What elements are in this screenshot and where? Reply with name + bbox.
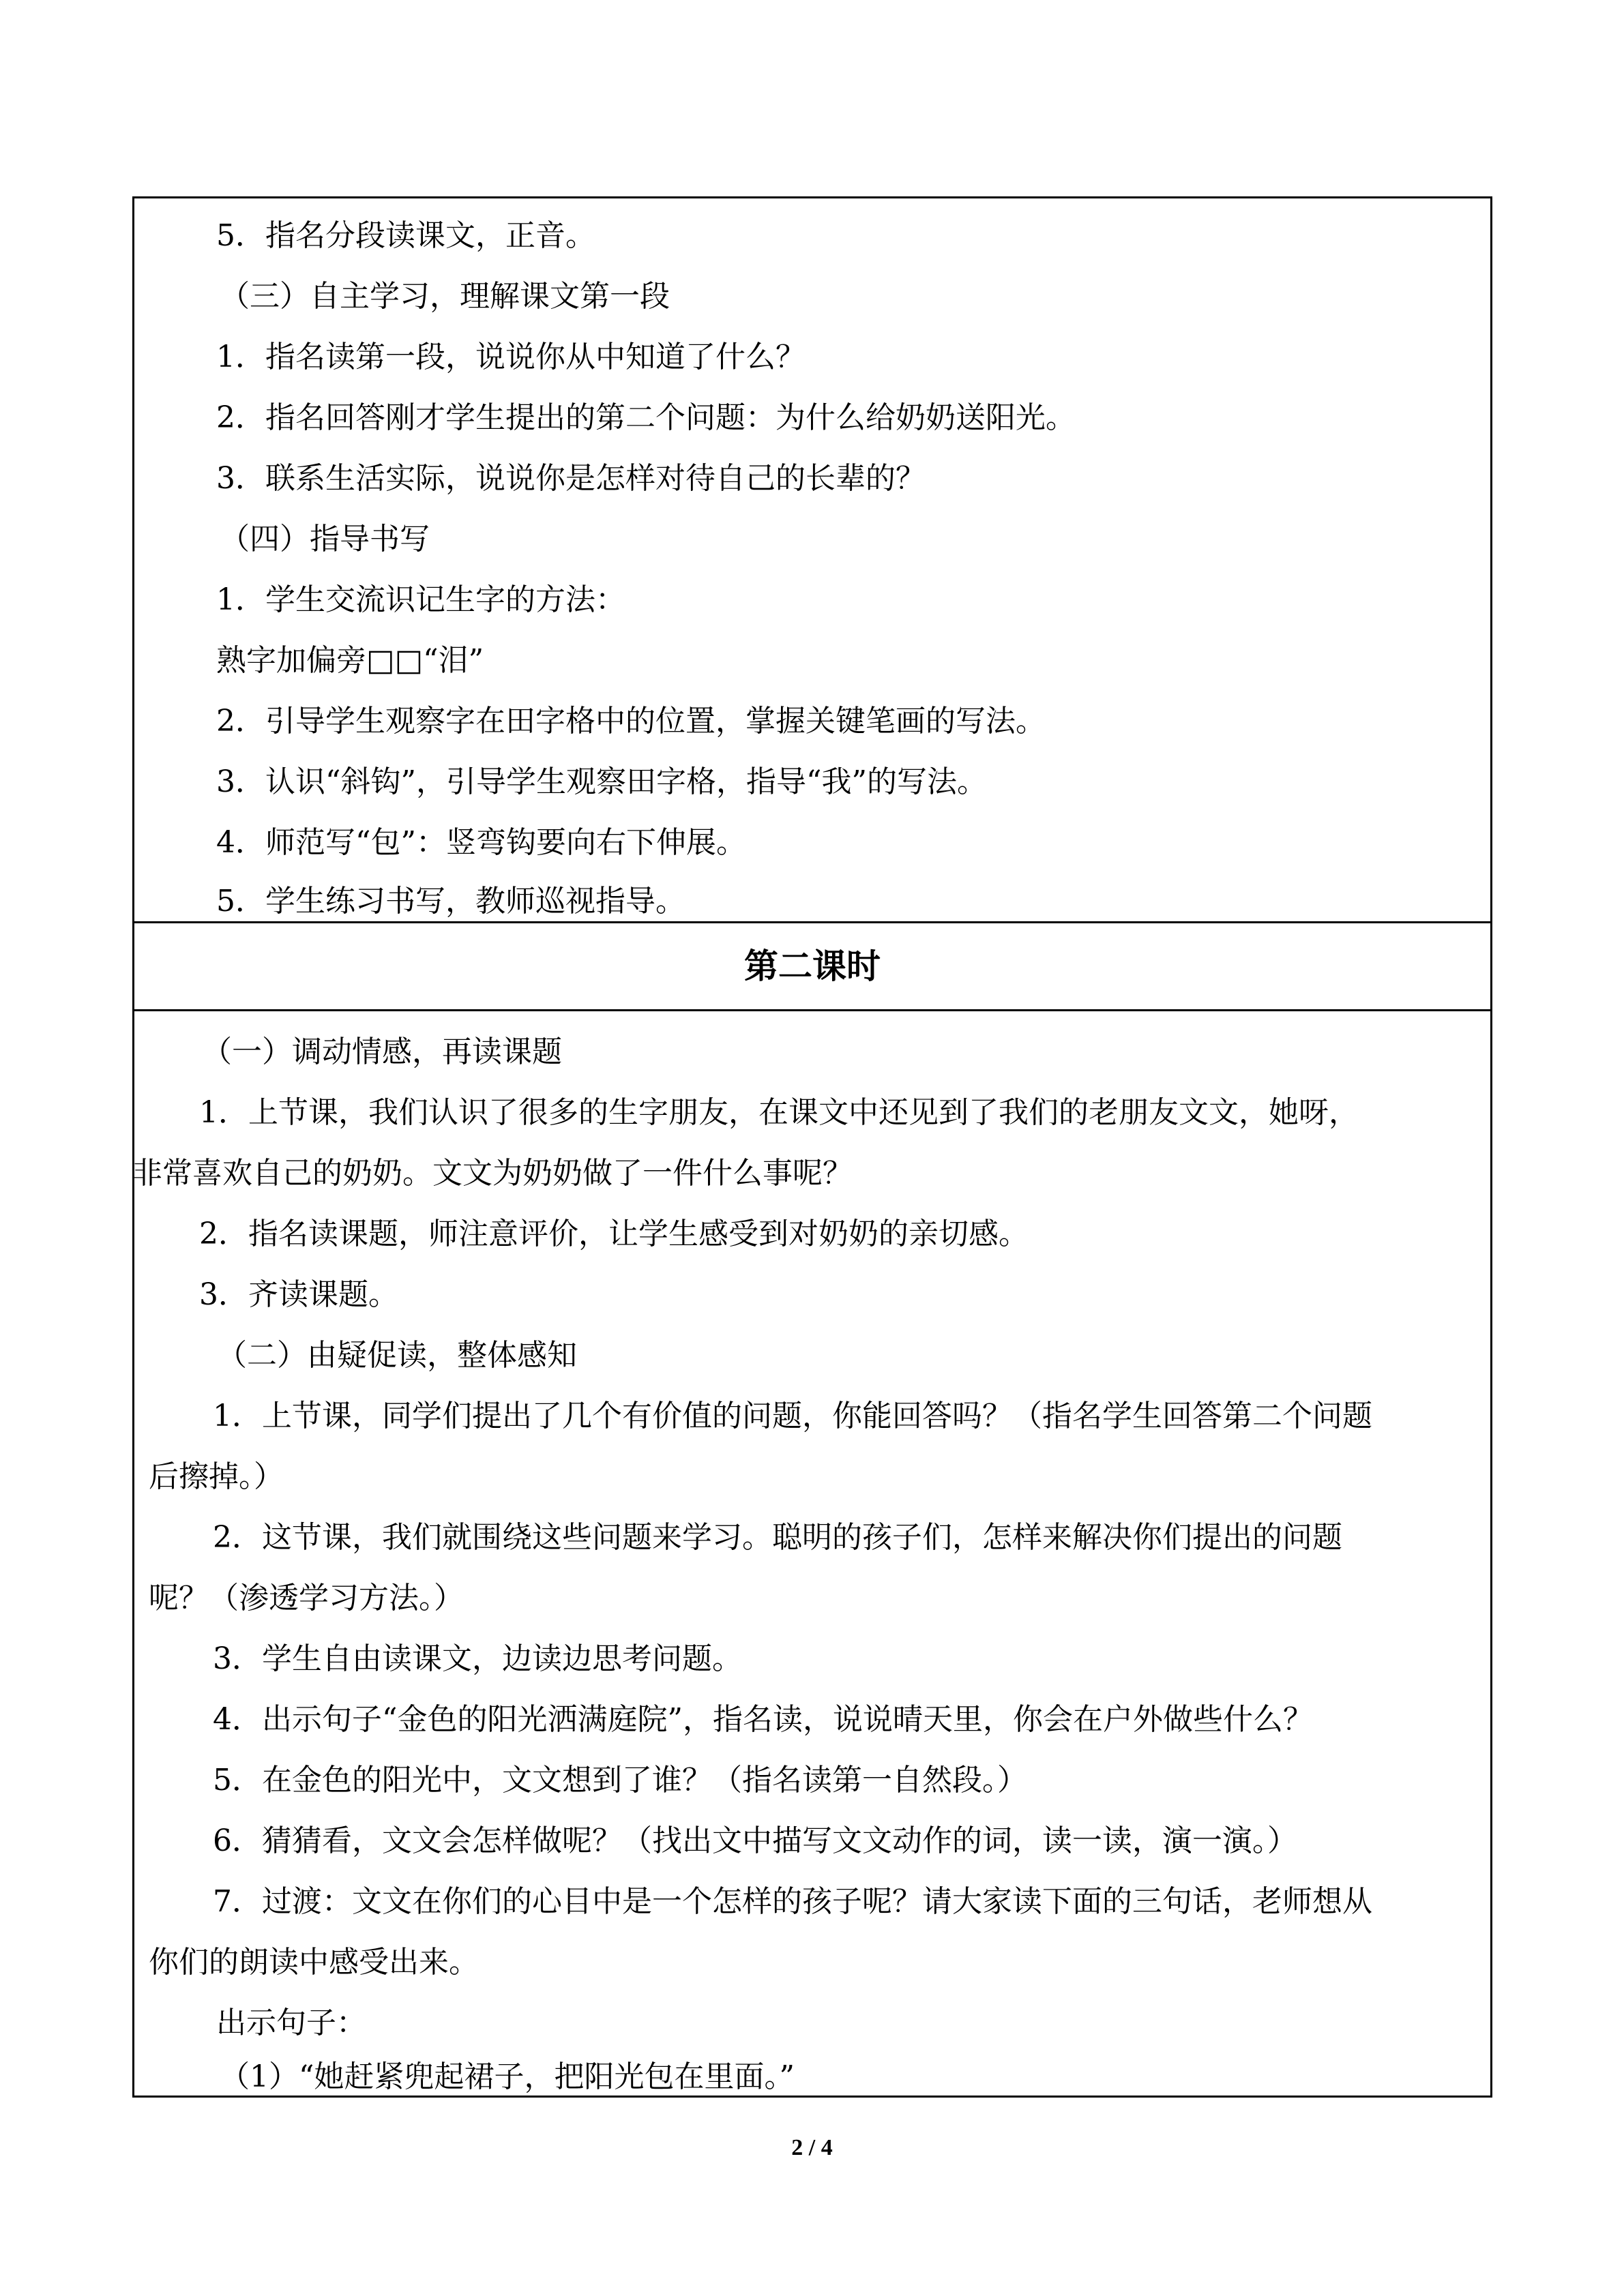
text-line: 1．上节课，我们认识了很多的生字朋友，在课文中还见到了我们的老朋友文文，她呀， <box>199 1095 1359 1130</box>
text-line: （1）“她赶紧兜起裙子，把阳光包在里面。” <box>220 2059 795 2094</box>
text-line: 4．师范写“包”：竖弯钩要向右下伸展。 <box>216 825 746 860</box>
text-line: 3．学生自由读课文，边读边思考问题。 <box>213 1641 742 1676</box>
text-line: 2．指名读课题，师注意评价，让学生感受到对奶奶的亲切感。 <box>199 1217 1029 1251</box>
text-line: 5．学生练习书写，教师巡视指导。 <box>216 884 685 919</box>
text-line: 3．认识“斜钩”，引导学生观察田字格，指导“我”的写法。 <box>216 764 987 799</box>
text-line: 2．引导学生观察字在田字格中的位置，掌握关键笔画的写法。 <box>216 704 1046 739</box>
row-divider-bottom <box>132 1009 1492 1011</box>
text-line: （四）指导书写 <box>220 522 430 556</box>
text-line: 非常喜欢自己的奶奶。文文为奶奶做了一件什么事呢？ <box>132 1156 853 1191</box>
text-line: 2．这节课，我们就围绕这些问题来学习。聪明的孩子们，怎样来解决你们提出的问题 <box>213 1520 1342 1555</box>
text-line: 1．上节课，同学们提出了几个有价值的问题，你能回答吗？（指名学生回答第二个问题 <box>213 1399 1372 1433</box>
text-line: 熟字加偏旁□□“泪” <box>216 643 484 678</box>
text-line: 6．猜猜看，文文会怎样做呢？（找出文中描写文文动作的词，读一读，演一演。） <box>213 1823 1297 1858</box>
page-number: 2 / 4 <box>791 2135 833 2160</box>
text-line: 4．出示句子“金色的阳光洒满庭院”，指名读，说说晴天里，你会在户外做些什么？ <box>213 1702 1313 1737</box>
text-line: 呢？（渗透学习方法。） <box>149 1581 464 1615</box>
text-line: 3．联系生活实际，说说你是怎样对待自己的长辈的？ <box>216 461 926 496</box>
text-line: 2．指名回答刚才学生提出的第二个问题：为什么给奶奶送阳光。 <box>216 400 1076 435</box>
text-line: 1．指名读第一段，说说你从中知道了什么？ <box>216 340 806 374</box>
text-line: （三）自主学习，理解课文第一段 <box>220 279 670 314</box>
text-line: 1．学生交流识记生字的方法： <box>216 582 625 617</box>
text-line: 后擦掉。） <box>149 1459 284 1494</box>
text-line: （二）由疑促读，整体感知 <box>217 1338 577 1373</box>
text-line: 3．齐读课题。 <box>199 1277 398 1312</box>
text-line: 出示句子： <box>216 2006 366 2040</box>
text-line: （一）调动情感，再读课题 <box>202 1034 562 1069</box>
text-line: 5．指名分段读课文，正音。 <box>216 218 595 253</box>
section-title: 第二课时 <box>744 946 881 986</box>
row-divider-top <box>132 921 1492 923</box>
text-line: 7．过渡：文文在你们的心目中是一个怎样的孩子呢？请大家读下面的三句话，老师想从 <box>213 1884 1372 1919</box>
text-line: 你们的朗读中感受出来。 <box>149 1945 479 1980</box>
text-line: 5．在金色的阳光中，文文想到了谁？（指名读第一自然段。） <box>213 1763 1027 1798</box>
